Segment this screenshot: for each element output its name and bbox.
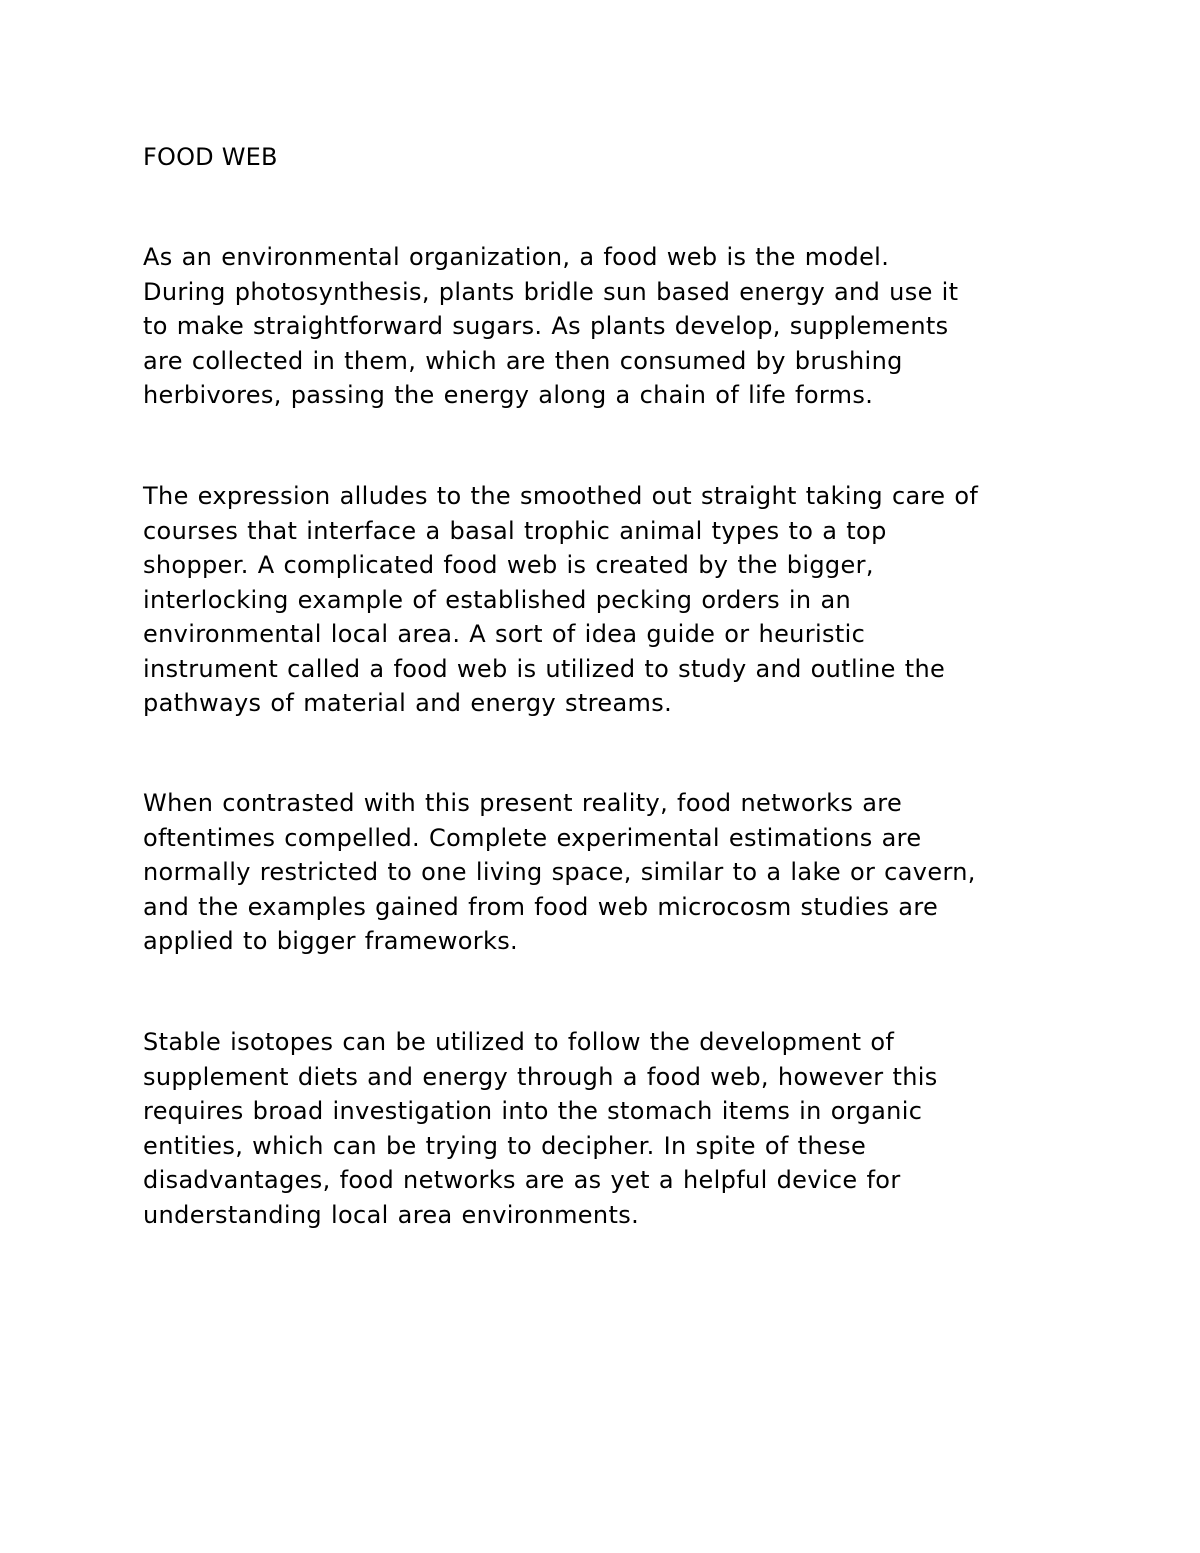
paragraph-line: pathways of material and energy streams. [143, 689, 673, 717]
paragraph-line: understanding local area environments. [143, 1200, 640, 1229]
paragraph-line: instrument called a food web is utilized to study and outline the [143, 654, 946, 683]
paragraph-line: environmental local area. A sort of idea guide or heuristic [143, 620, 866, 648]
paragraph-line: supplement diets and energy through a food web, however this [143, 1062, 938, 1091]
paragraph-line: As an environmental organization, a food web is the model. [143, 243, 890, 271]
paragraph-line: normally restricted to one living space, similar to a lake or cavern, [143, 858, 976, 886]
paragraph-line: entities, which can be trying to decipher. In spite of these [143, 1131, 867, 1160]
paragraph-line: disadvantages, food networks are as yet a helpful device for [143, 1166, 901, 1194]
paragraph-1 [143, 240, 1083, 413]
paragraph-line: are collected in them, which are then consumed by brushing [143, 346, 903, 375]
paragraph-line: applied to bigger frameworks. [143, 927, 519, 955]
paragraph-line: oftentimes compelled. Complete experimental estimations are [143, 823, 922, 852]
paragraph-3 [143, 786, 1083, 959]
paragraph-line: and the examples gained from food web microcosm studies are [143, 892, 939, 921]
paragraph-line: When contrasted with this present reality, food networks are [143, 789, 903, 817]
paragraph-line: to make straightforward sugars. As plants develop, supplements [143, 312, 949, 340]
paragraph-line: During photosynthesis, plants bridle sun based energy and use it [143, 277, 959, 306]
paragraph-line: courses that interface a basal trophic animal types to a top [143, 516, 887, 545]
paragraph-line: requires broad investigation into the stomach items in organic [143, 1097, 923, 1125]
paragraph-line: Stable isotopes can be utilized to follow the development of [143, 1028, 895, 1056]
paragraph-4 [143, 1025, 1083, 1232]
paragraph-line: shopper. A complicated food web is created by the bigger, [143, 551, 874, 579]
paragraph-line: The expression alludes to the smoothed out straight taking care of [143, 482, 979, 510]
document-title: FOOD WEB [143, 143, 278, 171]
paragraph-line: interlocking example of established pecking orders in an [143, 585, 852, 614]
paragraph-2 [143, 479, 1083, 721]
paragraph-line: herbivores, passing the energy along a chain of life forms. [143, 381, 874, 409]
